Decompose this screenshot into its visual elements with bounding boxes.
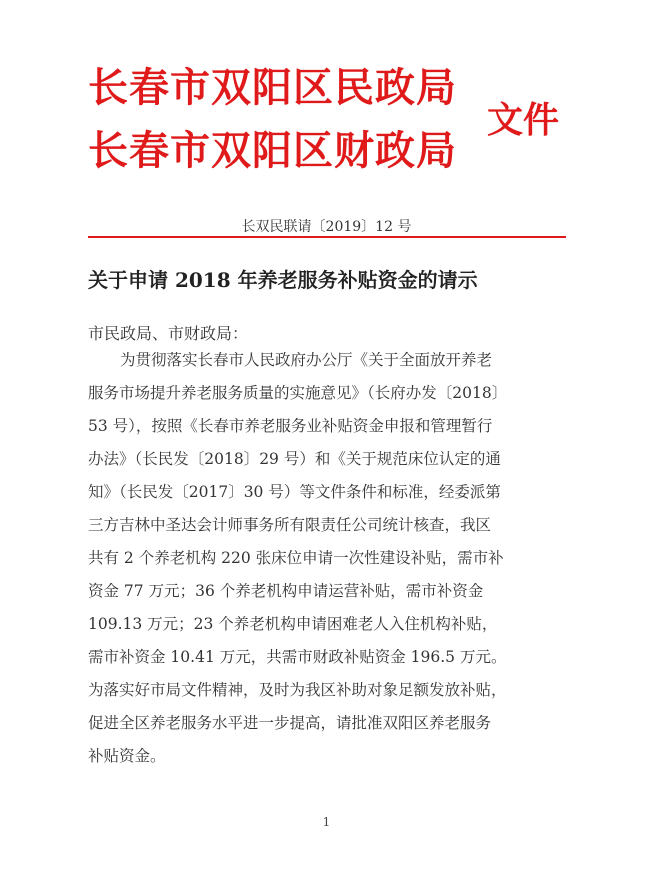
issuer-civil-affairs: 长春市双阳区民政局 [88, 64, 457, 111]
body-line: 109.13 万元；23 个养老机构申请困难老人入住机构补贴， [88, 615, 498, 633]
document-title: 关于申请 2018 年养老服务补贴资金的请示 [88, 268, 478, 292]
body-line: 补贴资金。 [88, 747, 166, 765]
header-divider [88, 236, 566, 238]
body-line: 三方吉林中圣达会计师事务所有限责任公司统计核查，我区 [88, 516, 492, 534]
body-line: 服务市场提升养老服务质量的实施意见》（长府办发〔2018〕 [88, 384, 508, 402]
body-line: 知》（长民发〔2017〕30 号）等文件条件和标准，经委派第 [88, 483, 501, 501]
body-line: 为贯彻落实长春市人民政府办公厅《关于全面放开养老 [120, 351, 493, 369]
salutation: 市民政局、市财政局： [88, 324, 249, 343]
page-number: 1 [322, 815, 331, 829]
body-line: 促进全区养老服务水平进一步提高，请批准双阳区养老服务 [88, 714, 492, 732]
issuer-suffix: 文件 [487, 99, 560, 141]
body-line: 共有 2 个养老机构 220 张床位申请一次性建设补贴，需市补 [88, 549, 504, 567]
body-line: 办法》（长民发〔2018〕29 号）和《关于规范床位认定的通 [88, 450, 501, 468]
body-paragraph [88, 344, 548, 773]
body-line: 53 号），按照《长春市养老服务业补贴资金申报和管理暂行 [88, 417, 493, 435]
body-line: 需市补资金 10.41 万元，共需市财政补贴资金 196.5 万元。 [88, 648, 507, 666]
document-number: 长双民联请〔2019〕12 号 [241, 219, 412, 235]
body-line: 资金 77 万元；36 个养老机构申请运营补贴，需市补资金 [88, 582, 484, 600]
body-line: 为落实好市局文件精神，及时为我区补助对象足额发放补贴， [88, 681, 507, 699]
issuer-finance: 长春市双阳区财政局 [88, 127, 457, 174]
